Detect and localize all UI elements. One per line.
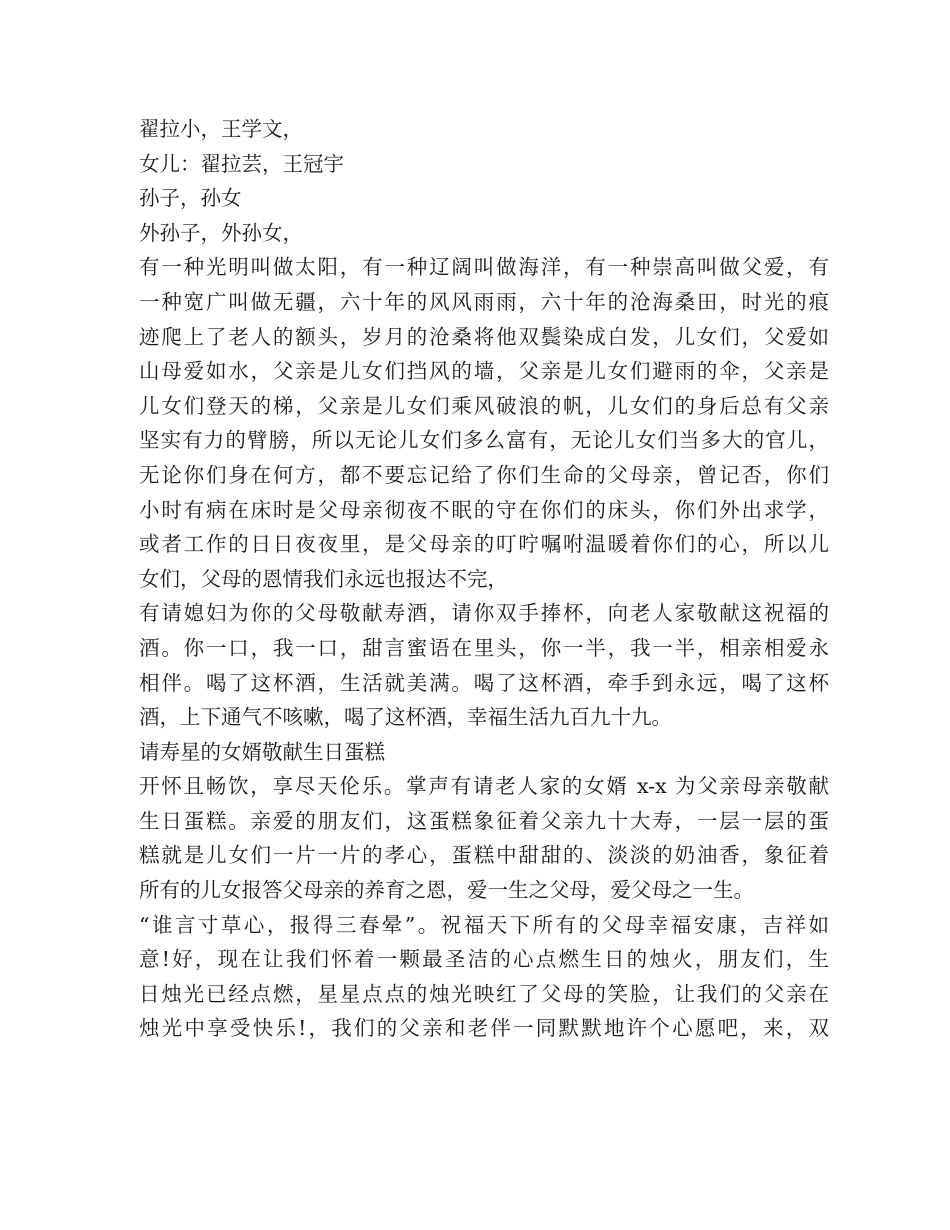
text-line: 请寿星的女婿敬献生日蛋糕	[139, 739, 385, 764]
text-line: 一种宽广叫做无疆，六十年的风风雨雨，六十年的沧海桑田，时光的痕	[139, 289, 829, 314]
text-line: 酒。你一口，我一口，甜言蜜语在里头，你一半，我一半，相亲相爱永	[139, 635, 829, 660]
body-text	[139, 112, 829, 1046]
text-line: 女儿：翟拉芸，王冠宇	[139, 151, 344, 176]
text-line: 日烛光已经点燃，星星点点的烛光映红了父母的笑脸，让我们的父亲在	[139, 981, 829, 1006]
text-line: 女们，父母的恩情我们永远也报达不完，	[139, 566, 508, 591]
text-line: 坚实有力的臂膀，所以无论儿女们多么富有，无论儿女们当多大的官儿，	[139, 428, 829, 453]
text-line: 糕就是儿女们一片一片的孝心，蛋糕中甜甜的、淡淡的奶油香，象征着	[139, 843, 829, 868]
text-line: 翟拉小，王学文，	[139, 117, 303, 141]
text-line: 开怀且畅饮，享尽天伦乐。掌声有请老人家的女婿 x-x 为父亲母亲敬献	[139, 774, 829, 799]
text-line: 外孙子，外孙女，	[139, 220, 303, 245]
text-line: 有一种光明叫做太阳，有一种辽阔叫做海洋，有一种崇高叫做父爱，有	[139, 255, 829, 280]
text-line: 或者工作的日日夜夜里，是父母亲的叮咛嘱咐温暖着你们的心，所以儿	[139, 532, 829, 557]
text-line: 有请媳妇为你的父母敬献寿酒，请你双手捧杯，向老人家敬献这祝福的	[139, 601, 829, 626]
text-line: 迹爬上了老人的额头，岁月的沧桑将他双鬓染成白发，儿女们，父爱如	[139, 324, 829, 349]
text-line: 所有的儿女报答父母亲的养育之恩，爱一生之父母，爱父母之一生。	[139, 878, 754, 903]
text-line: 意!好，现在让我们怀着一颗最圣洁的心点燃生日的烛火，朋友们，生	[139, 947, 829, 972]
text-line: 生日蛋糕。亲爱的朋友们，这蛋糕象征着父亲九十大寿，一层一层的蛋	[139, 808, 829, 833]
text-line: 儿女们登天的梯，父亲是儿女们乘风破浪的帆，儿女们的身后总有父亲	[139, 393, 829, 418]
text-line: 相伴。喝了这杯酒，生活就美满。喝了这杯酒，牵手到永远，喝了这杯	[139, 670, 829, 695]
text-line: 山母爱如水，父亲是儿女们挡风的墙，父亲是儿女们避雨的伞，父亲是	[139, 359, 829, 384]
text-line: 烛光中享受快乐!，我们的父亲和老伴一同默默地许个心愿吧，来，双	[139, 1016, 829, 1041]
text-line: “谁言寸草心，报得三春晕”。祝福天下所有的父母幸福安康，吉祥如	[139, 912, 829, 937]
text-line: 小时有病在床时是父母亲彻夜不眠的守在你们的床头，你们外出求学，	[139, 497, 829, 522]
text-line: 酒，上下通气不咳嗽，喝了这杯酒，幸福生活九百九十九。	[139, 705, 672, 730]
text-line: 孙子，孙女	[139, 186, 242, 211]
text-line: 无论你们身在何方，都不要忘记给了你们生命的父母亲，曾记否，你们	[139, 462, 829, 487]
